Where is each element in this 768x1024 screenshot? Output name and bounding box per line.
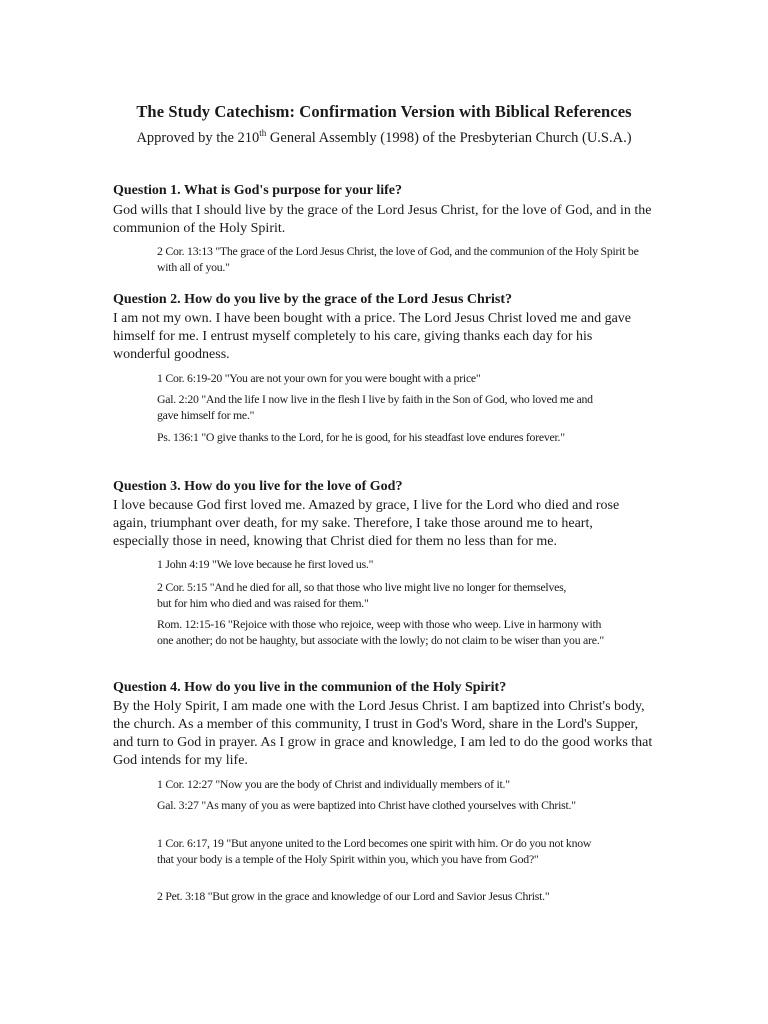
question-4-answer: By the Holy Spirit, I am made one with the Lord Jesus Christ. I am baptized into Christ's body, the church. As a member of this community, I trust in God's Word, share in the Lord's Supper, and turn to God in prayer. As I grow in grace and knowledge, I am led to do the good works that God intends for my life. bbox=[113, 699, 653, 768]
question-3-ref-1: 1 John 4:19 "We love because he first loved us." bbox=[157, 557, 374, 571]
subtitle-ordinal: th bbox=[259, 128, 267, 138]
question-3-ref-3: Rom. 12:15-16 "Rejoice with those who rejoice, weep with those who weep. Live in harmony with one another; do not be haughty, but associate with the lowly; do not claim to be wiser than you are." bbox=[157, 617, 604, 647]
document-title: The Study Catechism: Confirmation Version with Biblical References bbox=[136, 102, 632, 121]
question-2-heading: Question 2. How do you live by the grace of the Lord Jesus Christ? bbox=[113, 292, 512, 307]
question-2-ref-3: Ps. 136:1 "O give thanks to the Lord, for he is good, for his steadfast love endures forever." bbox=[157, 430, 565, 444]
document-subtitle bbox=[0, 130, 768, 147]
question-1-heading: Question 1. What is God's purpose for your life? bbox=[113, 183, 402, 198]
question-2-answer: I am not my own. I have been bought with a price. The Lord Jesus Christ loved me and gave himself for me. I entrust myself completely to his care, giving thanks each day for his wonderful goodness. bbox=[113, 311, 632, 362]
question-4-ref-1: 1 Cor. 12:27 "Now you are the body of Christ and individually members of it." bbox=[157, 777, 510, 791]
question-4-ref-2: Gal. 3:27 "As many of you as were baptized into Christ have clothed yourselves with Christ." bbox=[157, 798, 576, 812]
question-3-answer: I love because God first loved me. Amazed by grace, I live for the Lord who died and rose again, triumphant over death, for my sake. Therefore, I take those around me to heart, especially those in need, knowing that Christ died for them no less than for me. bbox=[113, 498, 620, 549]
question-4-heading: Question 4. How do you live in the communion of the Holy Spirit? bbox=[113, 680, 507, 695]
question-2-ref-2: Gal. 2:20 "And the life I now live in the flesh I live by faith in the Son of God, who loved me and gave himself for me." bbox=[157, 392, 593, 422]
question-2-ref-1: 1 Cor. 6:19-20 "You are not your own for you were bought with a price" bbox=[157, 371, 481, 385]
subtitle-pre: Approved by the 210 bbox=[136, 130, 260, 146]
question-3-heading: Question 3. How do you live for the love of God? bbox=[113, 479, 403, 494]
question-1-answer: God wills that I should live by the grace of the Lord Jesus Christ, for the love of God, and in the communion of the Holy Spirit. bbox=[113, 203, 652, 236]
question-4-ref-3: 1 Cor. 6:17, 19 "But anyone united to the Lord becomes one spirit with him. Or do you not know that your body is a temple of the Holy Spirit within you, which you have from God?" bbox=[157, 836, 592, 866]
question-1-ref-1: 2 Cor. 13:13 "The grace of the Lord Jesus Christ, the love of God, and the communion of the Holy Spirit be with all of you." bbox=[157, 244, 639, 274]
question-3-ref-2: 2 Cor. 5:15 "And he died for all, so that those who live might live no longer for themselves, but for him who died and was raised for them." bbox=[157, 580, 567, 610]
question-4-ref-4: 2 Pet. 3:18 "But grow in the grace and knowledge of our Lord and Savior Jesus Christ." bbox=[157, 889, 550, 903]
subtitle-post: General Assembly (1998) of the Presbyterian Church (U.S.A.) bbox=[266, 130, 632, 146]
